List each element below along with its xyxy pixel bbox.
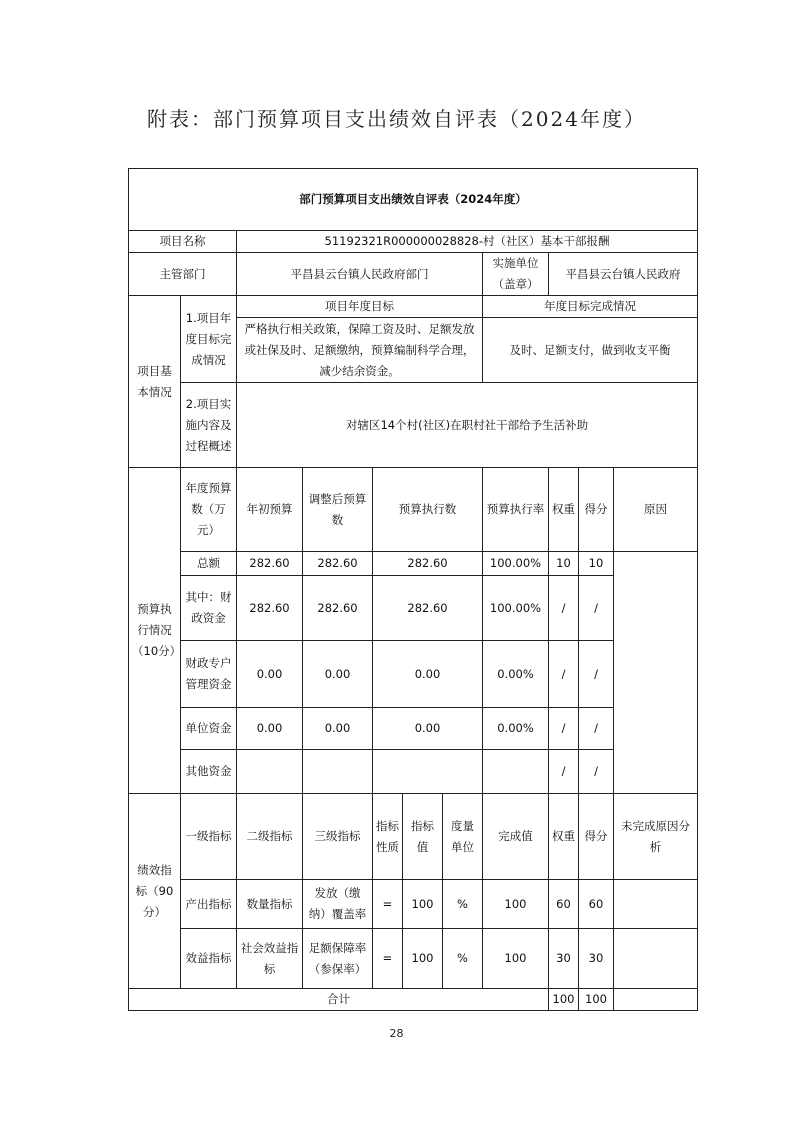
budget-header: 原因 bbox=[614, 468, 698, 552]
budget-adjusted: 282.60 bbox=[303, 552, 373, 576]
budget-header: 得分 bbox=[579, 468, 614, 552]
perf-header: 三级指标 bbox=[303, 794, 373, 880]
budget-executed: 282.60 bbox=[373, 576, 483, 641]
completion-header: 年度目标完成情况 bbox=[483, 296, 698, 318]
total-score: 100 bbox=[579, 989, 614, 1011]
perf-row bbox=[129, 929, 698, 989]
budget-executed: 0.00 bbox=[373, 708, 483, 750]
perf-level3: 发放（缴纳）覆盖率 bbox=[303, 880, 373, 929]
budget-header: 预算执行数 bbox=[373, 468, 483, 552]
page-number: 28 bbox=[389, 1027, 404, 1040]
budget-adjusted: 0.00 bbox=[303, 708, 373, 750]
budget-initial bbox=[237, 750, 303, 794]
budget-weight: / bbox=[549, 708, 579, 750]
perf-reason bbox=[614, 880, 698, 929]
dept-label: 主管部门 bbox=[129, 253, 237, 296]
goal-header: 项目年度目标 bbox=[237, 296, 483, 318]
self-evaluation-table bbox=[128, 168, 698, 1011]
perf-header: 得分 bbox=[579, 794, 614, 880]
budget-weight: / bbox=[549, 576, 579, 641]
budget-row-label: 单位资金 bbox=[181, 708, 237, 750]
impl-unit-label: 实施单位（盖章） bbox=[483, 253, 549, 296]
budget-weight: 10 bbox=[549, 552, 579, 576]
goal-text: 严格执行相关政策，保障工资及时、足额发放或社保及时、足额缴纳，预算编制科学合理，减少结余资金。 bbox=[237, 318, 483, 383]
perf-level2: 社会效益指标 bbox=[237, 929, 303, 989]
completion-text: 及时、足额支付，做到收支平衡 bbox=[483, 318, 698, 383]
budget-weight: / bbox=[549, 750, 579, 794]
budget-row-label: 总额 bbox=[181, 552, 237, 576]
perf-target: 100 bbox=[403, 929, 443, 989]
budget-executed: 282.60 bbox=[373, 552, 483, 576]
total-label: 合计 bbox=[129, 989, 549, 1011]
budget-row bbox=[129, 552, 698, 576]
budget-executed: 0.00 bbox=[373, 641, 483, 708]
budget-row bbox=[129, 750, 698, 794]
budget-initial: 0.00 bbox=[237, 708, 303, 750]
perf-header: 一级指标 bbox=[181, 794, 237, 880]
perf-header: 未完成原因分析 bbox=[614, 794, 698, 880]
budget-row-label: 其他资金 bbox=[181, 750, 237, 794]
perf-header: 指标值 bbox=[403, 794, 443, 880]
budget-score: / bbox=[579, 641, 614, 708]
budget-score: 10 bbox=[579, 552, 614, 576]
budget-header: 年初预算 bbox=[237, 468, 303, 552]
table-title: 部门预算项目支出绩效自评表（2024年度） bbox=[129, 169, 698, 231]
perf-header: 指标性质 bbox=[373, 794, 403, 880]
perf-level2: 数量指标 bbox=[237, 880, 303, 929]
perf-nature: = bbox=[373, 929, 403, 989]
budget-header: 预算执行率 bbox=[483, 468, 549, 552]
budget-header: 年度预算数（万元） bbox=[181, 468, 237, 552]
perf-level3: 足额保障率（参保率） bbox=[303, 929, 373, 989]
perf-header: 完成值 bbox=[483, 794, 549, 880]
budget-row bbox=[129, 641, 698, 708]
impl-text: 对辖区14个村(社区)在职村社干部给予生活补助 bbox=[237, 383, 698, 468]
impl-label: 2.项目实施内容及过程概述 bbox=[181, 383, 237, 468]
budget-rate: 0.00% bbox=[483, 708, 549, 750]
budget-row-label: 其中：财政资金 bbox=[181, 576, 237, 641]
perf-unit: % bbox=[443, 929, 483, 989]
budget-header: 权重 bbox=[549, 468, 579, 552]
total-weight: 100 bbox=[549, 989, 579, 1011]
dept-value: 平昌县云台镇人民政府部门 bbox=[237, 253, 483, 296]
perf-unit: % bbox=[443, 880, 483, 929]
document-title: 附表：部门预算项目支出绩效自评表（2024年度） bbox=[147, 107, 646, 131]
budget-row bbox=[129, 576, 698, 641]
perf-weight: 60 bbox=[549, 880, 579, 929]
perf-nature: = bbox=[373, 880, 403, 929]
perf-score: 60 bbox=[579, 880, 614, 929]
impl-unit-value: 平昌县云台镇人民政府 bbox=[549, 253, 698, 296]
budget-executed bbox=[373, 750, 483, 794]
budget-rate: 0.00% bbox=[483, 641, 549, 708]
budget-header: 调整后预算数 bbox=[303, 468, 373, 552]
project-name-label: 项目名称 bbox=[129, 231, 237, 253]
basic-info-label: 项目基本情况 bbox=[129, 296, 181, 468]
budget-adjusted bbox=[303, 750, 373, 794]
perf-header: 二级指标 bbox=[237, 794, 303, 880]
budget-weight: / bbox=[549, 641, 579, 708]
perf-level1: 产出指标 bbox=[181, 880, 237, 929]
budget-score: / bbox=[579, 708, 614, 750]
perf-actual: 100 bbox=[483, 929, 549, 989]
budget-row bbox=[129, 708, 698, 750]
perf-score: 30 bbox=[579, 929, 614, 989]
perf-level1: 效益指标 bbox=[181, 929, 237, 989]
budget-score: / bbox=[579, 750, 614, 794]
budget-adjusted: 0.00 bbox=[303, 641, 373, 708]
budget-initial: 0.00 bbox=[237, 641, 303, 708]
budget-score: / bbox=[579, 576, 614, 641]
budget-rate: 100.00% bbox=[483, 552, 549, 576]
total-row bbox=[129, 989, 698, 1011]
perf-header: 度量单位 bbox=[443, 794, 483, 880]
budget-initial: 282.60 bbox=[237, 552, 303, 576]
budget-reason bbox=[614, 552, 698, 794]
perf-header: 权重 bbox=[549, 794, 579, 880]
total-note bbox=[614, 989, 698, 1011]
budget-rate bbox=[483, 750, 549, 794]
goal-label: 1.项目年度目标完成情况 bbox=[181, 296, 237, 383]
budget-section-label: 预算执行情况（10分） bbox=[129, 468, 181, 794]
budget-initial: 282.60 bbox=[237, 576, 303, 641]
budget-row-label: 财政专户管理资金 bbox=[181, 641, 237, 708]
project-name-value: 51192321R000000028828-村（社区）基本干部报酬 bbox=[237, 231, 698, 253]
perf-row bbox=[129, 880, 698, 929]
perf-target: 100 bbox=[403, 880, 443, 929]
budget-adjusted: 282.60 bbox=[303, 576, 373, 641]
perf-weight: 30 bbox=[549, 929, 579, 989]
perf-actual: 100 bbox=[483, 880, 549, 929]
performance-section-label: 绩效指标（90分） bbox=[129, 794, 181, 989]
budget-rate: 100.00% bbox=[483, 576, 549, 641]
perf-reason bbox=[614, 929, 698, 989]
